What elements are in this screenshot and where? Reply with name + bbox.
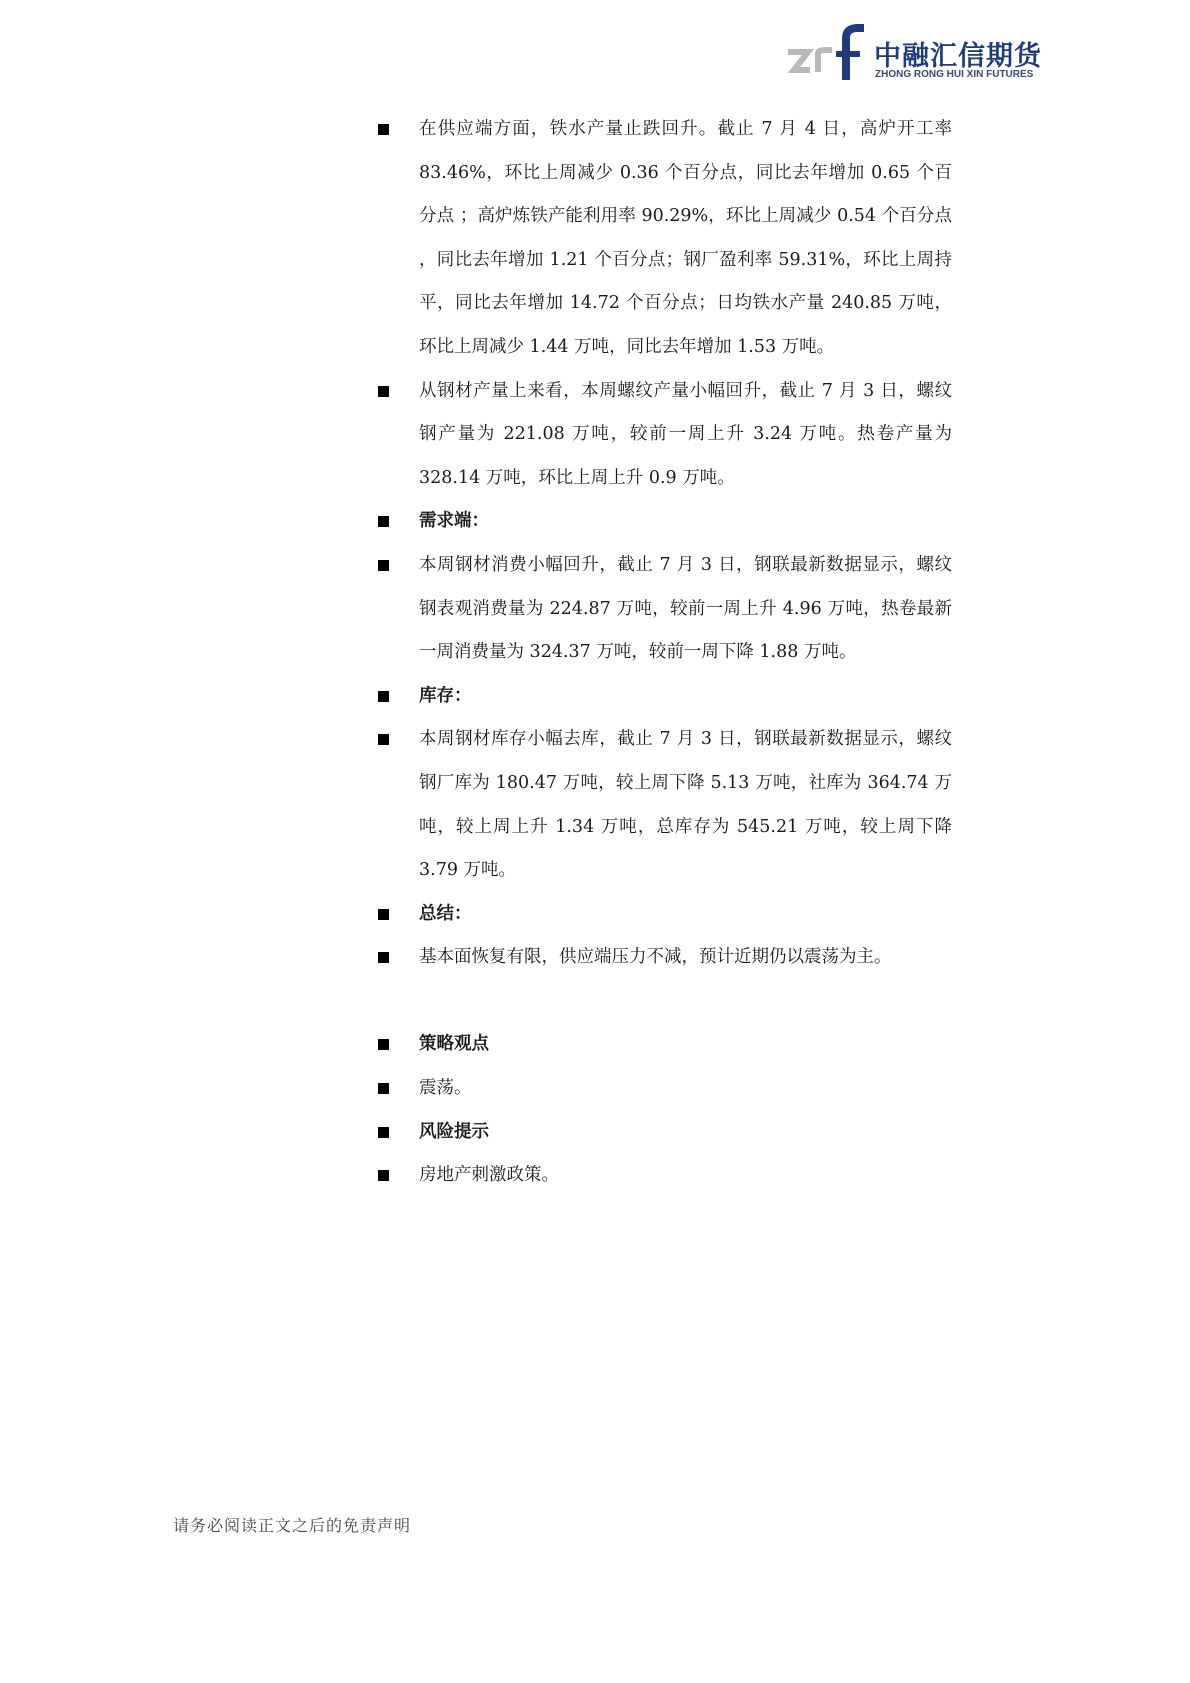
bullet-text: 房地产刺激政策。 [419,1165,559,1186]
square-bullet-icon [378,1083,389,1094]
bullet-item-risk [378,1154,952,1198]
square-bullet-icon [378,1127,389,1138]
report-body [378,108,952,1198]
bullet-text: 震荡。 [419,1078,472,1099]
bullet-item-demand [378,544,952,675]
square-bullet-icon [378,516,389,527]
section-heading-inventory [378,675,952,719]
section-heading-text: 风险提示 [419,1121,489,1142]
zrf-logo-mark [786,24,866,82]
section-heading-risk [378,1111,952,1155]
bullet-item-supply [378,108,952,370]
company-name-cn: 中融汇信期货 [874,41,1042,72]
square-bullet-icon [378,691,389,702]
bullet-item-steel-output [378,370,952,501]
bullet-text: 从钢材产量上来看，本周螺纹产量小幅回升，截止 7 月 3 日，螺纹钢产量为 221.08 万吨，较前一周上升 3.24 万吨。热卷产量为 328.14 万吨，环比上周上升 0.9 万吨。 [419,380,952,488]
bullet-item-strategy [378,1067,952,1111]
section-heading-strategy [378,1023,952,1067]
bullet-text: 本周钢材库存小幅去库，截止 7 月 3 日，钢联最新数据显示，螺纹钢厂库为 180.47 万吨，较上周下降 5.13 万吨，社库为 364.74 万吨，较上周上升 1.34 万吨，总库存为 545.21 万吨，较上周下降 3.79 万吨。 [419,729,952,881]
bullet-text: 在供应端方面，铁水产量止跌回升。截止 7 月 4 日，高炉开工率 83.46%，环比上周减少 0.36 个百分点，同比去年增加 0.65 个百分点 ；高炉炼铁产能利用率 90.29%，环比上周减少 0.54 个百分点 ，同比去年增加 1.21 个百分点；钢厂盈利率 59.31%，环比上周持平，同比去年增加 14.72 个百分点；日均铁水产量 240.85 万吨，环比上周减少 1.44 万吨，同比去年增加 1.53 万吨。 [419,119,952,357]
section-spacer [378,980,952,1024]
bullet-item-inventory [378,718,952,892]
bullet-text: 基本面恢复有限，供应端压力不减，预计近期仍以震荡为主。 [419,947,892,968]
square-bullet-icon [378,1170,389,1181]
section-heading-text: 总结： [419,903,472,924]
bullet-text: 本周钢材消费小幅回升，截止 7 月 3 日，钢联最新数据显示，螺纹钢表观消费量为 224.87 万吨，较前一周上升 4.96 万吨，热卷最新一周消费量为 324.37 万吨，较前一周下降 1.88 万吨。 [419,554,952,663]
square-bullet-icon [378,560,389,571]
square-bullet-icon [378,386,389,397]
section-heading-summary [378,893,952,937]
section-heading-text: 策略观点 [419,1034,489,1055]
section-heading-text: 需求端： [419,511,489,532]
square-bullet-icon [378,952,389,963]
company-name-en: ZHONG RONG HUI XIN FUTURES [875,69,1034,80]
square-bullet-icon [378,124,389,135]
bullet-item-summary [378,936,952,980]
square-bullet-icon [378,1039,389,1050]
footer-disclaimer: 请务必阅读正文之后的免责声明 [173,1516,412,1535]
square-bullet-icon [378,909,389,920]
section-heading-text: 库存： [419,685,472,706]
company-logo [786,24,1046,86]
square-bullet-icon [378,734,389,745]
section-heading-demand [378,500,952,544]
